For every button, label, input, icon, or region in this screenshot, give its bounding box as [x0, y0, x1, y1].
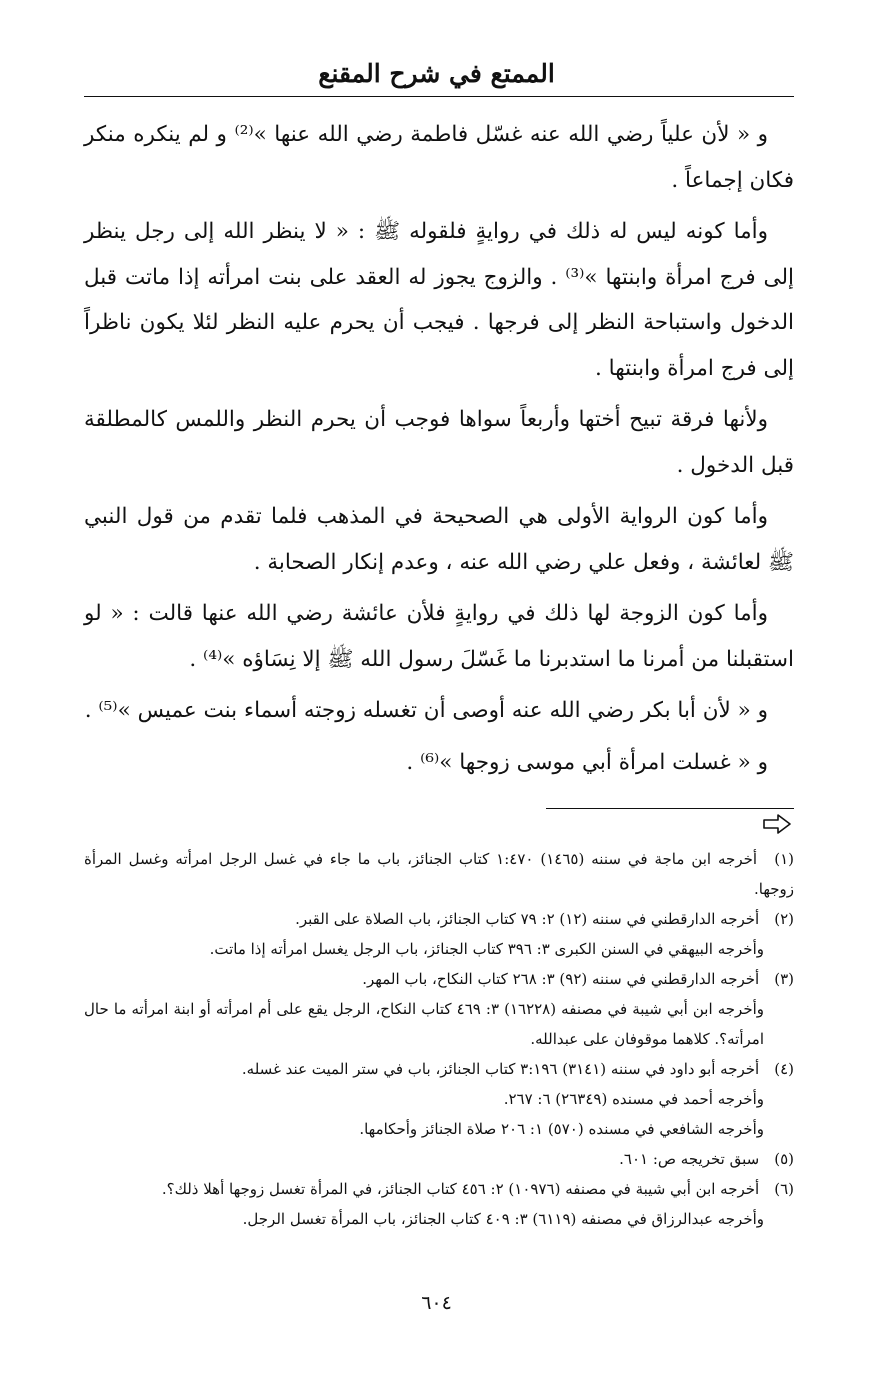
footnote-text: أخرجه ابن أبي شيبة في مصنفه (١٠٩٧٦) ٢: ٤٥٦ كتاب الجنائز، في المرأة تغسل زوجها أهلا ذلك؟. [161, 1180, 760, 1198]
footnote-text: أخرجه الدارقطني في سننه (٩٢) ٣: ٢٦٨ كتاب النكاح، باب المهر. [362, 970, 760, 988]
footnote-rule [546, 808, 794, 809]
paragraph-3: ولأنها فرقة تبيح أختها وأربعاً سواها فوجب أن يحرم النظر واللمس كالمطلقة قبل الدخول . [84, 407, 794, 478]
footnote-text: وأخرجه ابن أبي شيبة في مصنفه (١٦٢٢٨) ٣: ٤٦٩ كتاب النكاح، الرجل يقع على أم امرأته أو ابنة امرأته ما حال امرأته؟. كلاهما موقوفان على عبدالله. [84, 1000, 764, 1048]
paragraph-6: و « لأن أبا بكر رضي الله عنه أوصى أن تغسله زوجته أسماء بنت عميس »⁽⁵⁾ . [84, 698, 768, 723]
footnote-6 [84, 1174, 794, 1234]
footnote-text: وأخرجه البيهقي في السنن الكبرى ٣: ٣٩٦ كتاب الجنائز، باب الرجل يغسل امرأته إذا ماتت. [209, 940, 764, 958]
footnote-text: وأخرجه عبدالرزاق في مصنفه (٦١١٩) ٣: ٤٠٩ كتاب الجنائز، باب المرأة تغسل الرجل. [242, 1210, 764, 1228]
footnote-1 [84, 844, 794, 904]
main-text [84, 112, 794, 791]
footnote-3 [84, 964, 794, 1054]
paragraph-4: وأما كون الرواية الأولى هي الصحيحة في المذهب فلما تقدم من قول النبي ﷺ لعائشة ، وفعل علي رضي الله عنه ، وعدم إنكار الصحابة . [84, 504, 794, 575]
page-number: ٦٠٤ [421, 1292, 452, 1314]
footnote-text: سبق تخريجه ص: ٦٠١. [619, 1150, 760, 1168]
paragraph-5: وأما كون الزوجة لها ذلك في روايةٍ فلأن عائشة رضي الله عنها قالت : « لو استقبلنا من أمرنا ما استدبرنا ما غَسّلَ رسول الله ﷺ إلا نِسَاؤه »⁽⁴⁾ . [84, 601, 794, 672]
paragraph-1: و « لأن علياً رضي الله عنه غسّل فاطمة رضي الله عنها »⁽²⁾ و لم ينكره منكر فكان إجماعاً . [84, 122, 794, 193]
footnotes [84, 844, 794, 1234]
footnote-2 [84, 904, 794, 964]
footnote-text: وأخرجه الشافعي في مسنده (٥٧٠) ١: ٢٠٦ صلاة الجنائز وأحكامها. [359, 1120, 764, 1138]
footnote-number: (٦) [774, 1180, 794, 1198]
header-rule [84, 96, 794, 97]
footnote-text: وأخرجه أحمد في مسنده (٢٦٣٤٩) ٦: ٢٦٧. [503, 1090, 764, 1108]
footnote-number: (١) [774, 850, 794, 868]
footnote-text: أخرجه الدارقطني في سننه (١٢) ٢: ٧٩ كتاب الجنائز، باب الصلاة على القبر. [295, 910, 760, 928]
footnote-number: (٢) [774, 910, 794, 928]
footnote-4 [84, 1054, 794, 1144]
running-header-title: الممتع في شرح المقنع [318, 59, 555, 88]
footnote-number: (٥) [774, 1150, 794, 1168]
footnote-number: (٤) [774, 1060, 794, 1078]
footnote-number: (٣) [774, 970, 794, 988]
paragraph-7: و « غسلت امرأة أبي موسى زوجها »⁽⁶⁾ . [406, 749, 768, 775]
continuation-arrow-icon [762, 812, 792, 836]
footnote-text: أخرجه ابن ماجة في سننه (١٤٦٥) ١:٤٧٠ كتاب الجنائز، باب ما جاء في غسل الرجل امرأته وغسل المرأة زوجها. [84, 850, 794, 898]
footnote-5 [84, 1144, 794, 1174]
footnote-text: أخرجه أبو داود في سننه (٣١٤١) ٣:١٩٦ كتاب الجنائز، باب في ستر الميت عند غسله. [241, 1060, 760, 1078]
paragraph-2: وأما كونه ليس له ذلك في روايةٍ فلقوله ﷺ : « لا ينظر الله إلى رجل ينظر إلى فرج امرأة وابنتها »⁽³⁾ . والزوج يجوز له العقد على بنت امرأته إذا ماتت قبل الدخول واستباحة النظر إلى فرجها . فيجب أن يحرم عليه النظر لئلا يكون ناظراً إلى فرج امرأة وابنتها . [84, 219, 794, 381]
